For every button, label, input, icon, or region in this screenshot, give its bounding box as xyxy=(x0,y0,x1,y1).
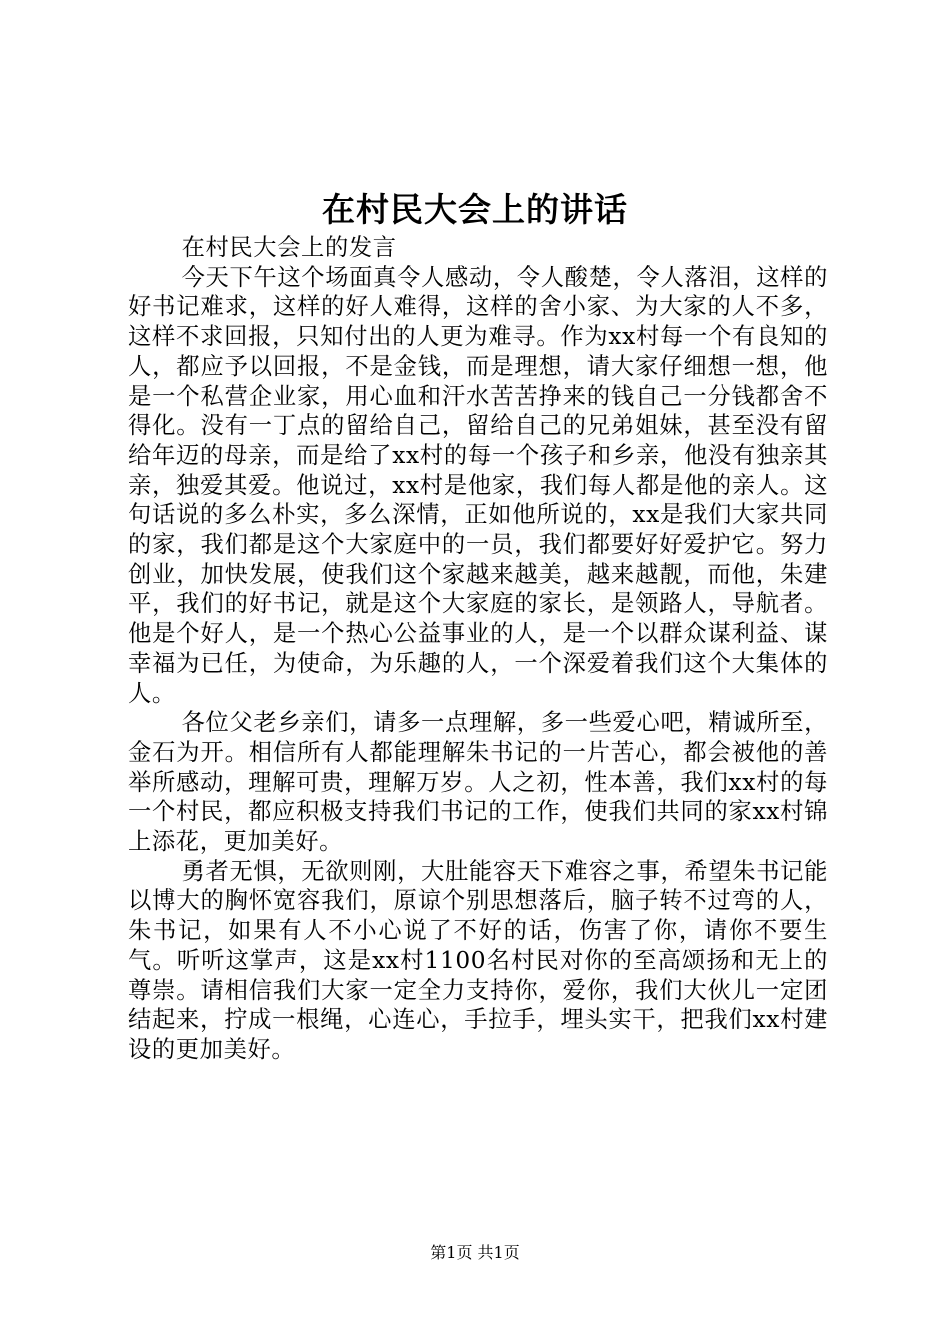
document-body xyxy=(128,233,828,1065)
body-paragraph: 今天下午这个场面真令人感动，令人酸楚，令人落泪，这样的好书记难求，这样的好人难得，这样的舍小家、为大家的人不多，这样不求回报，只知付出的人更为难寻。作为xx村每一个有良知的人，都应予以回报，不是金钱，而是理想，请大家仔细想一想，他是一个私营企业家，用心血和汗水苦苦挣来的钱自己一分钱都舍不得化。没有一丁点的留给自己，留给自己的兄弟姐妹，甚至没有留给年迈的母亲，而是给了xx村的每一个孩子和乡亲，他没有独亲其亲，独爱其爱。他说过，xx村是他家，我们每人都是他的亲人。这句话说的多么朴实，多么深情，正如他所说的，xx是我们大家共同的家，我们都是这个大家庭中的一员，我们都要好好爱护它。努力创业，加快发展，使我们这个家越来越美，越来越靓，而他，朱建平，我们的好书记，就是这个大家庭的家长，是领路人，导航者。他是个好人，是一个热心公益事业的人，是一个以群众谋利益、谋幸福为已任，为使命，为乐趣的人，一个深爱着我们这个大集体的人。 xyxy=(128,263,828,707)
page-footer: 第1页 共1页 xyxy=(430,1243,520,1262)
body-paragraph: 各位父老乡亲们，请多一点理解，多一些爱心吧，精诚所至，金石为开。相信所有人都能理解朱书记的一片苦心，都会被他的善举所感动，理解可贵，理解万岁。人之初，性本善，我们xx村的每一个村民，都应积极支持我们书记的工作，使我们共同的家xx村锦上添花，更加美好。 xyxy=(128,709,828,856)
body-paragraph: 勇者无惧，无欲则刚，大肚能容天下难容之事，希望朱书记能以博大的胸怀宽容我们，原谅个别思想落后，脑子转不过弯的人，朱书记，如果有人不小心说了不好的话，伤害了你，请你不要生气。听听这掌声，这是xx村1100名村民对你的至高颂扬和无上的尊崇。请相信我们大家一定全力支持你，爱你，我们大伙儿一定团结起来，拧成一根绳，心连心，手拉手，埋头实干，把我们xx村建设的更加美好。 xyxy=(128,857,828,1063)
document-title: 在村民大会上的讲话 xyxy=(322,190,628,229)
subtitle-paragraph: 在村民大会上的发言 xyxy=(181,234,397,261)
